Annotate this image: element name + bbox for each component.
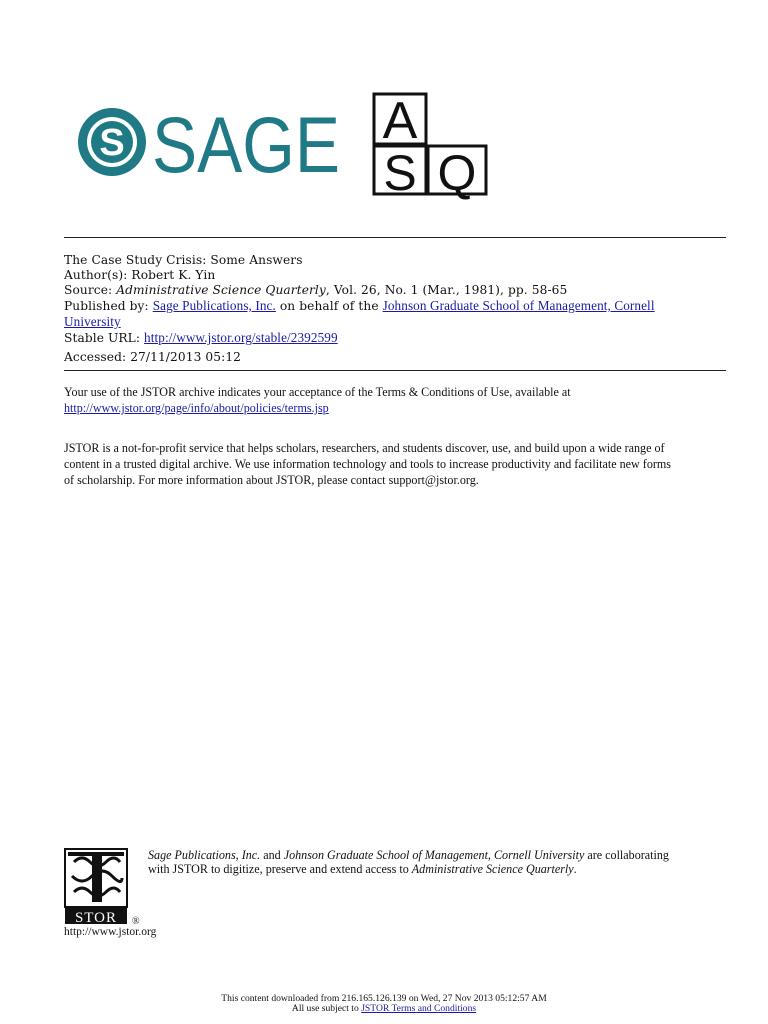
asq-logo	[372, 92, 488, 201]
authors: Robert K. Yin	[131, 268, 216, 282]
behalf-org-link[interactable]: Johnson Graduate School of Management, Cornell	[382, 298, 655, 313]
collab-org1: Sage Publications, Inc.	[148, 848, 261, 862]
published-line-2	[64, 314, 724, 330]
download-notice: This content downloaded from 216.165.126.139 on Wed, 27 Nov 2013 05:12:57 AM	[221, 993, 547, 1004]
collaboration-note: Sage Publications, Inc. and Johnson Graduate School of Management, Cornell University are collaborating with JSTOR to digitize, preserve and extend access to Administrative Science Quarterly.	[148, 848, 669, 876]
metadata-divider	[64, 370, 726, 371]
authors-line: Author(s): Robert K. Yin	[64, 268, 216, 282]
jstor-logo	[64, 848, 146, 926]
svg-text:STOR: STOR	[74, 910, 118, 926]
accessed-date: 27/11/2013 05:12	[130, 350, 242, 364]
stable-url-link[interactable]: http://www.jstor.org/stable/2392599	[144, 330, 338, 345]
source-details: , Vol. 26, No. 1 (Mar., 1981), pp. 58-65	[325, 283, 568, 297]
jstor-home-url: http://www.jstor.org	[64, 926, 157, 938]
behalf-org-link-cont[interactable]: University	[64, 314, 121, 329]
svg-text:SAGE: SAGE	[152, 100, 340, 189]
top-divider	[64, 237, 726, 238]
collab-journal: Administrative Science Quarterly	[411, 862, 574, 876]
svg-text:Q: Q	[437, 145, 477, 201]
jstor-about: JSTOR is a not-for-profit service that helps scholars, researchers, and students discover, use, and build upon a wide range of content in a trusted digital archive. We use information technology and tools to increase productivity and facilitate new forms of scholarship. For more information about JSTOR, please contact support@jstor.org.	[64, 441, 672, 487]
terms-link[interactable]: http://www.jstor.org/page/info/about/policies/terms.jsp	[64, 401, 329, 415]
article-title: The Case Study Crisis: Some Answers	[64, 253, 303, 267]
svg-text:S: S	[99, 122, 125, 164]
sage-logo	[76, 100, 342, 189]
source-line: Source: Administrative Science Quarterly, Vol. 26, No. 1 (Mar., 1981), pp. 58-65	[64, 283, 568, 297]
collab-org2: Johnson Graduate School of Management, Cornell University	[283, 848, 585, 862]
terms-text: Your use of the JSTOR archive indicates your acceptance of the Terms & Conditions of Use, available at	[64, 385, 571, 399]
svg-text:®: ®	[132, 916, 140, 927]
accessed-line: Accessed: 27/11/2013 05:12	[64, 350, 242, 364]
article-metadata	[64, 253, 724, 365]
stable-url-line: Stable URL: http://www.jstor.org/stable/2392599	[64, 330, 338, 345]
terms-notice	[64, 384, 726, 416]
publisher-link[interactable]: Sage Publications, Inc.	[152, 298, 276, 313]
terms-footer: All use subject to JSTOR Terms and Conditions	[291, 1003, 477, 1014]
published-line: Published by: Sage Publications, Inc. on behalf of the Johnson Graduate School of Management, Cornell	[64, 298, 655, 313]
svg-text:A: A	[382, 92, 418, 150]
source-journal: Administrative Science Quarterly	[116, 283, 326, 297]
svg-text:S: S	[383, 145, 417, 201]
jstor-terms-link[interactable]: JSTOR Terms and Conditions	[361, 1003, 477, 1014]
